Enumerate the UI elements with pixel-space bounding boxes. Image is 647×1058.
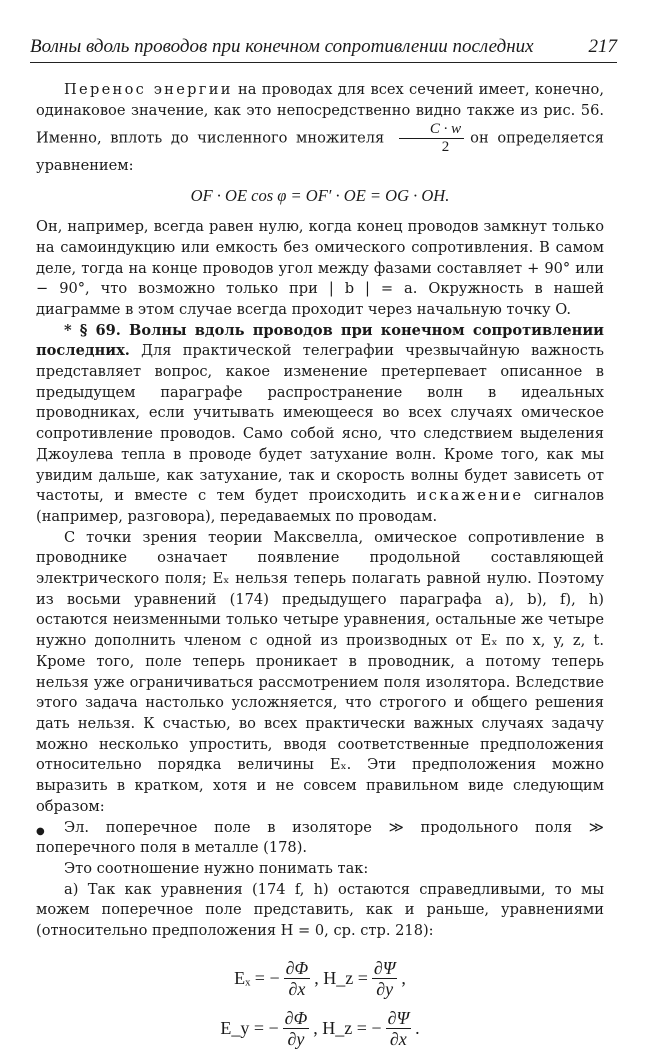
fraction-numerator: ∂Ψ [387, 1008, 410, 1029]
fraction-denominator: ∂y [376, 979, 394, 1000]
fraction [372, 958, 398, 999]
formula-block [36, 954, 604, 1054]
paragraph-text: на проводах для всех сечений имеет, конечно, одинаковое значение, как это непосредственно видно также из рис. 56. Именно, вплоть до численного множителя [36, 81, 604, 147]
paragraph-text: Эл. поперечное поле в изоляторе ≫ продольного поля ≫ поперечного поля в металле (178). [36, 818, 604, 857]
spaced-emphasis: Перенос энергии [64, 81, 233, 98]
page-header [30, 32, 617, 63]
fraction [386, 1008, 412, 1049]
paragraph-a: a) Так как уравнения (174 f, h) остаются справедливыми, то мы можем поперечное поле представить, как и раньше, уравнениями (относительно предположения H = 0, ср. стр. 218): [36, 880, 604, 940]
paragraph-maxwell: С точки зрения теории Максвелла, омическое сопротивление в проводнике означает появление продольной составляющей электрического поля; Eₓ нельзя теперь полагать равной нулю. Поэтому из восьми уравнений (174) предыдущего параграфа a), b), f), h) остаются неизменными только четыре уравнения, остальные же четыре нужно дополнить членом с одной из производных от Eₓ по x, y, z, t. Кроме того, поле теперь проникает в проводник, а потому теперь нельзя уже ограничиваться рассмотрением поля изолятора. Вследствие этого задача настолько усложняется, что строгого и общего решения дать нельзя. К счастью, во всех практически важных случаях задачу можно несколько упростить, вводя соответственные предположения относительно порядка величины Eₓ. Эти предположения можно выразить в кратком, хотя и не совсем правильном виде следующим образом: [36, 528, 604, 815]
fraction-cw-over-2 [399, 121, 464, 156]
fraction-denominator: ∂y [287, 1029, 305, 1050]
section-69-paragraph [36, 321, 604, 528]
paragraph-short-circuit: Он, например, всегда равен нулю, когда конец проводов замкнут только на самоиндукцию или емкость без омического сопротивления. В самом деле, тогда на конце проводов угол между фазами составляет + 90° или − 90°, что возможно только при | b | = a. Окружность в нашей диаграмме в этом случае всегда проходит через начальную точку O. [36, 218, 604, 318]
fraction-numerator: ∂Φ [284, 1008, 308, 1029]
paragraph-text-end: он определяется уравнением: [36, 129, 604, 175]
fraction [284, 958, 311, 999]
formula-lhs: E_y = − [220, 1018, 279, 1039]
fraction [283, 1008, 310, 1049]
fraction-numerator: ∂Φ [285, 958, 309, 979]
section-heading: * § 69. Волны вдоль проводов при конечном сопротивлении последних. [36, 321, 604, 360]
paragraph-text: Для практической телеграфии чрезвычайную важность представляет вопрос, какое изменение претерпевает описанное в предыдущем параграфе распространение волн в идеальных проводниках, если учитывать имеющееся во всех случаях омическое сопротивление проводов. Само собой ясно, что следствием выделения Джоулева тепла в проводе будет затухание волн. Кроме того, как мы увидим дальше, как затухание, так и скорость волны будет зависеть от частоты, и вместе с тем будет происходить [36, 342, 604, 505]
fraction-numerator: ∂Ψ [373, 958, 396, 979]
paragraph-field-relation [36, 818, 604, 859]
equation-power: OF · OE cos φ = OF′ · OE = OG · OH. [190, 186, 450, 206]
fraction-denominator: 2 [441, 139, 450, 156]
formula-ex-hz [36, 954, 604, 1004]
formula-lhs: Eₓ = − [234, 968, 280, 989]
formula-end: . [415, 1018, 420, 1039]
formula-mid: , H_z = [314, 968, 368, 989]
bullet-mark: ● [36, 825, 45, 837]
formula-mid: , H_z = − [313, 1018, 382, 1039]
spaced-emphasis: искажение [416, 487, 524, 505]
fraction-numerator: C · w [399, 121, 464, 139]
fraction-denominator: ∂x [389, 1029, 407, 1050]
fraction-denominator: ∂x [288, 979, 306, 1000]
paragraph-text-end: сигналов (например, разговора), передаваемых по проводам. [36, 487, 604, 525]
page-number: 217 [588, 36, 617, 57]
formula-ey-hz [36, 1004, 604, 1054]
formula-end: , [401, 968, 406, 989]
paragraph-understand: Это соотношение нужно понимать так: [64, 859, 369, 877]
paragraph-energy-transfer [36, 80, 604, 177]
running-head: Волны вдоль проводов при конечном сопротивлении последних [30, 36, 534, 57]
page-body [36, 80, 604, 1058]
